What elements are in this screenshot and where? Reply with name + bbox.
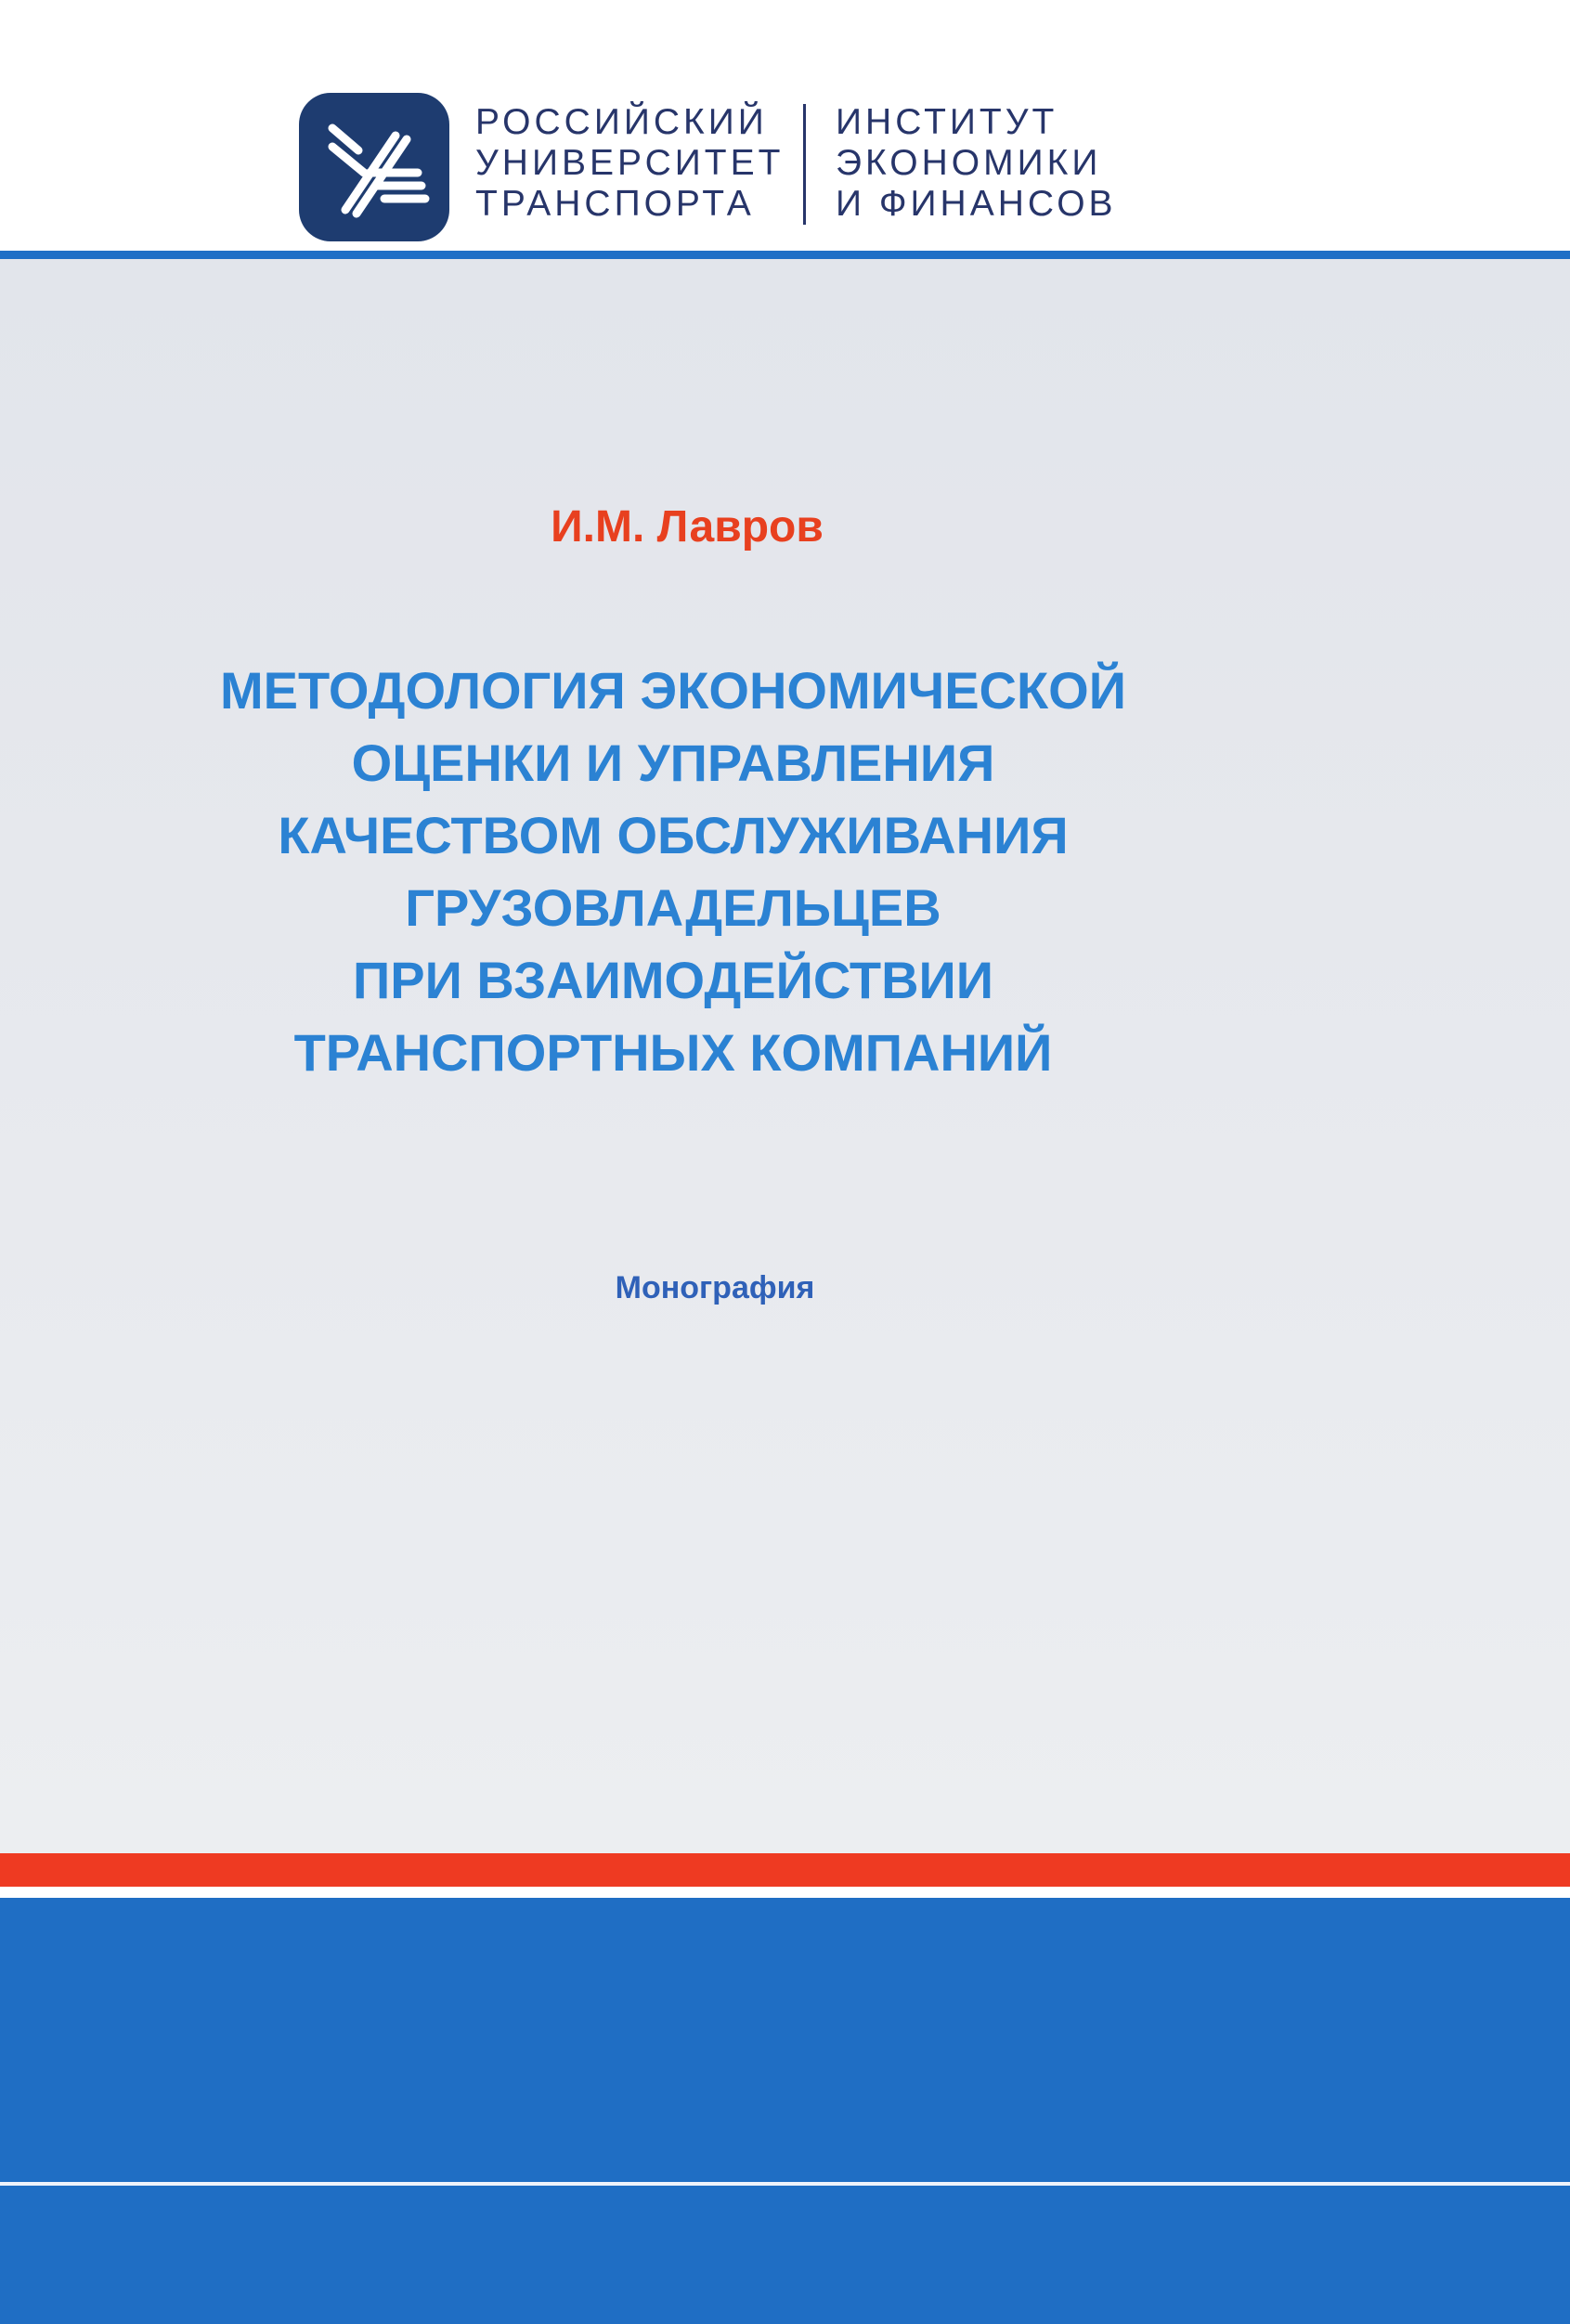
header-accent-line [0, 251, 1570, 259]
cover-header [0, 0, 1570, 251]
book-title [0, 655, 1346, 1089]
title-line: ТРАНСПОРТНЫХ КОМПАНИЙ [293, 1023, 1053, 1082]
header-divider [803, 104, 806, 225]
title-line: ОЦЕНКИ И УПРАВЛЕНИЯ [351, 734, 995, 792]
university-name-line1: РОССИЙСКИЙ [475, 102, 768, 142]
university-name-line2: УНИВЕРСИТЕТ [475, 143, 785, 183]
institute-name-line1: ИНСТИТУТ [836, 102, 1058, 142]
stripe-gap [0, 1887, 1570, 1898]
institute-name-line2: ЭКОНОМИКИ [836, 143, 1102, 183]
footer-thin-line [0, 2182, 1570, 2186]
book-genre: Монография [615, 1270, 815, 1305]
university-logo-icon [299, 93, 449, 241]
title-line: МЕТОДОЛОГИЯ ЭКОНОМИЧЕСКОЙ [220, 661, 1126, 720]
title-line: КАЧЕСТВОМ ОБСЛУЖИВАНИЯ [278, 806, 1069, 864]
title-line: ПРИ ВЗАИМОДЕЙСТВИИ [352, 951, 994, 1009]
blue-footer-block [0, 1898, 1570, 2324]
author-name: И.М. Лавров [551, 502, 824, 552]
institute-name-line3: И ФИНАНСОВ [836, 184, 1117, 224]
university-name [475, 102, 791, 225]
title-line: ГРУЗОВЛАДЕЛЬЦЕВ [405, 878, 941, 937]
institute-name [836, 102, 1207, 225]
red-stripe [0, 1853, 1570, 1887]
university-name-line3: ТРАНСПОРТА [475, 184, 755, 224]
